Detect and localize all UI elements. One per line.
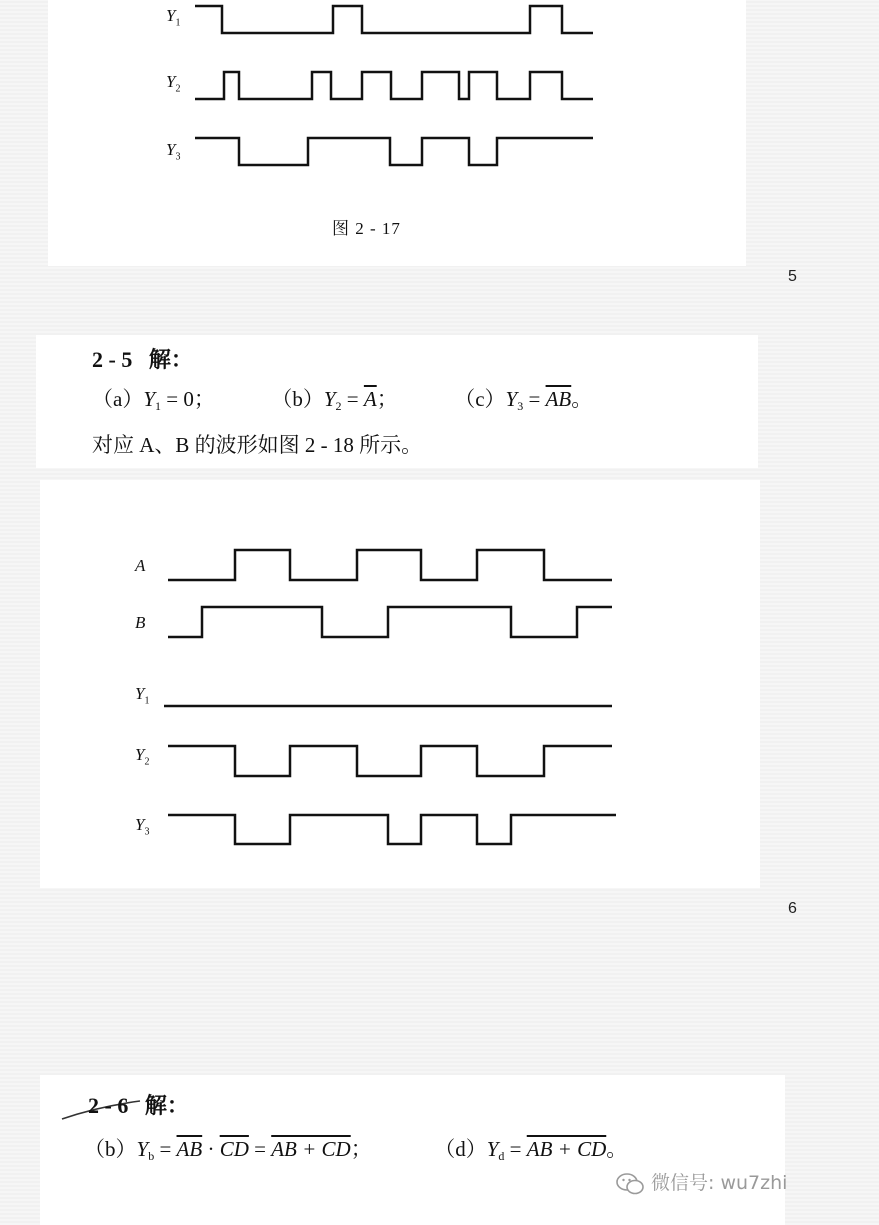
a-waveform <box>168 550 612 580</box>
y3-waveform <box>195 138 593 165</box>
y2-waveform <box>168 746 612 776</box>
section-heading: 2 - 5 解： <box>92 347 193 372</box>
equation-line: $(b)Y_b = \overline{AB} \cdot \overline{CD}$ = AB + CD； $(d)Y_d$ = AB + CD。 <box>84 1137 628 1163</box>
signal-label-y1: $Y_1$ <box>166 6 181 29</box>
b-waveform <box>168 607 612 637</box>
signal-label-b: B <box>135 613 146 632</box>
y3-waveform <box>168 815 616 844</box>
description-line: 对应 A、B 的波形如图 2 - 18 所示。 <box>92 433 423 457</box>
figure-caption: 图 2 - 17 <box>332 219 401 238</box>
y2-waveform <box>195 72 593 99</box>
signal-label-y1: $Y_1$ <box>135 684 150 707</box>
signal-label-y3: $Y_3$ <box>135 815 150 838</box>
wechat-icon <box>615 1172 645 1196</box>
section-heading: 2 - 6 解： <box>88 1093 189 1118</box>
page-number-5: 5 <box>788 268 797 285</box>
wechat-watermark <box>615 1168 787 1196</box>
signal-label-a: A <box>135 556 146 575</box>
signal-label-y3: $Y_3$ <box>166 140 181 163</box>
y1-waveform <box>195 6 593 33</box>
figure-2-18-panel <box>40 480 760 888</box>
signal-label-y2: $Y_2$ <box>135 745 150 768</box>
equation-line: $(a)Y_1 = 0$； $(b)Y_2 = \overline{A}$； $(c)Y_3 = \overline{AB}$。 <box>92 387 593 413</box>
watermark-text: 微信号: wu7zhi <box>651 1172 788 1194</box>
signal-label-y2: $Y_2$ <box>166 72 181 95</box>
figure-2-17-panel <box>48 0 746 266</box>
section-2-5-panel <box>36 335 758 468</box>
page-number-6: 6 <box>788 900 797 917</box>
section-2-6-panel <box>40 1075 788 1225</box>
